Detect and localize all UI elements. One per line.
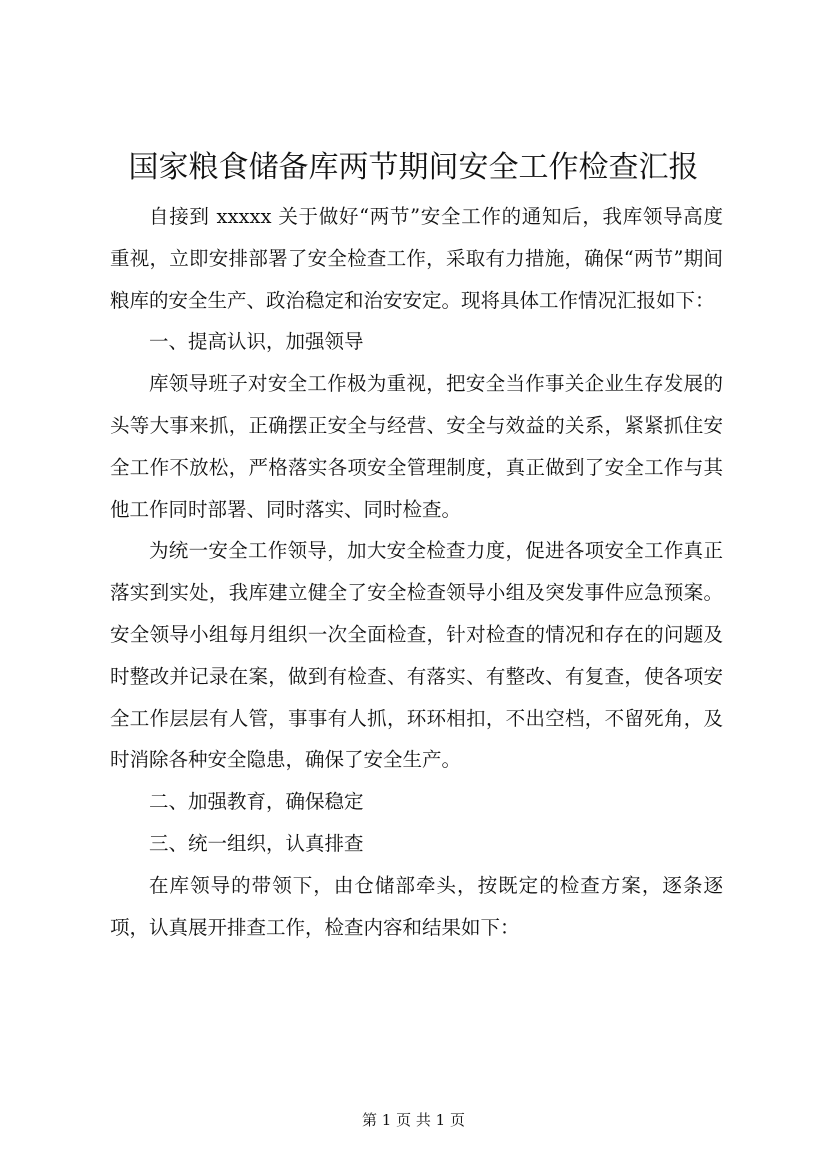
document-title: 国家粮食储备库两节期间安全工作检查汇报: [128, 150, 699, 185]
paragraph-inspection-process: 在库领导的带领下，由仓储部牵头，按既定的检查方案，逐条逐项，认真展开排查工作，检查内容和结果如下：: [110, 873, 723, 939]
paragraph-leadership: 库领导班子对安全工作极为重视，把安全当作事关企业生存发展的头等大事来抓，正确摆正安全与经营、安全与效益的关系，紧紧抓住安全工作不放松，严格落实各项安全管理制度，真正做到了安全工作与其他工作同时部署、同时落实、同时检查。: [110, 372, 723, 521]
document-body: [110, 196, 723, 948]
section-heading-3: 三、统一组织，认真排查: [149, 831, 364, 855]
page-number-footer: 第 1 页 共 1 页: [362, 1111, 465, 1129]
section-heading-2: 二、加强教育，确保稳定: [149, 790, 364, 814]
paragraph-inspection-team: 为统一安全工作领导，加大安全检查力度，促进各项安全工作真正落实到实处，我库建立健全了安全检查领导小组及突发事件应急预案。安全领导小组每月组织一次全面检查，针对检查的情况和存在的问题及时整改并记录在案，做到有检查、有落实、有整改、有复查，使各项安全工作层层有人管，事事有人抓，环环相扣，不出空档，不留死角，及时消除各种安全隐患，确保了安全生产。: [110, 539, 723, 772]
paragraph-intro: 自接到 xxxxx 关于做好“两节”安全工作的通知后，我库领导高度重视，立即安排部署了安全检查工作，采取有力措施，确保“两节”期间粮库的安全生产、政治稳定和治安安定。现将具体工作情况汇报如下：: [110, 205, 723, 312]
section-heading-1: 一、提高认识，加强领导: [149, 330, 364, 354]
